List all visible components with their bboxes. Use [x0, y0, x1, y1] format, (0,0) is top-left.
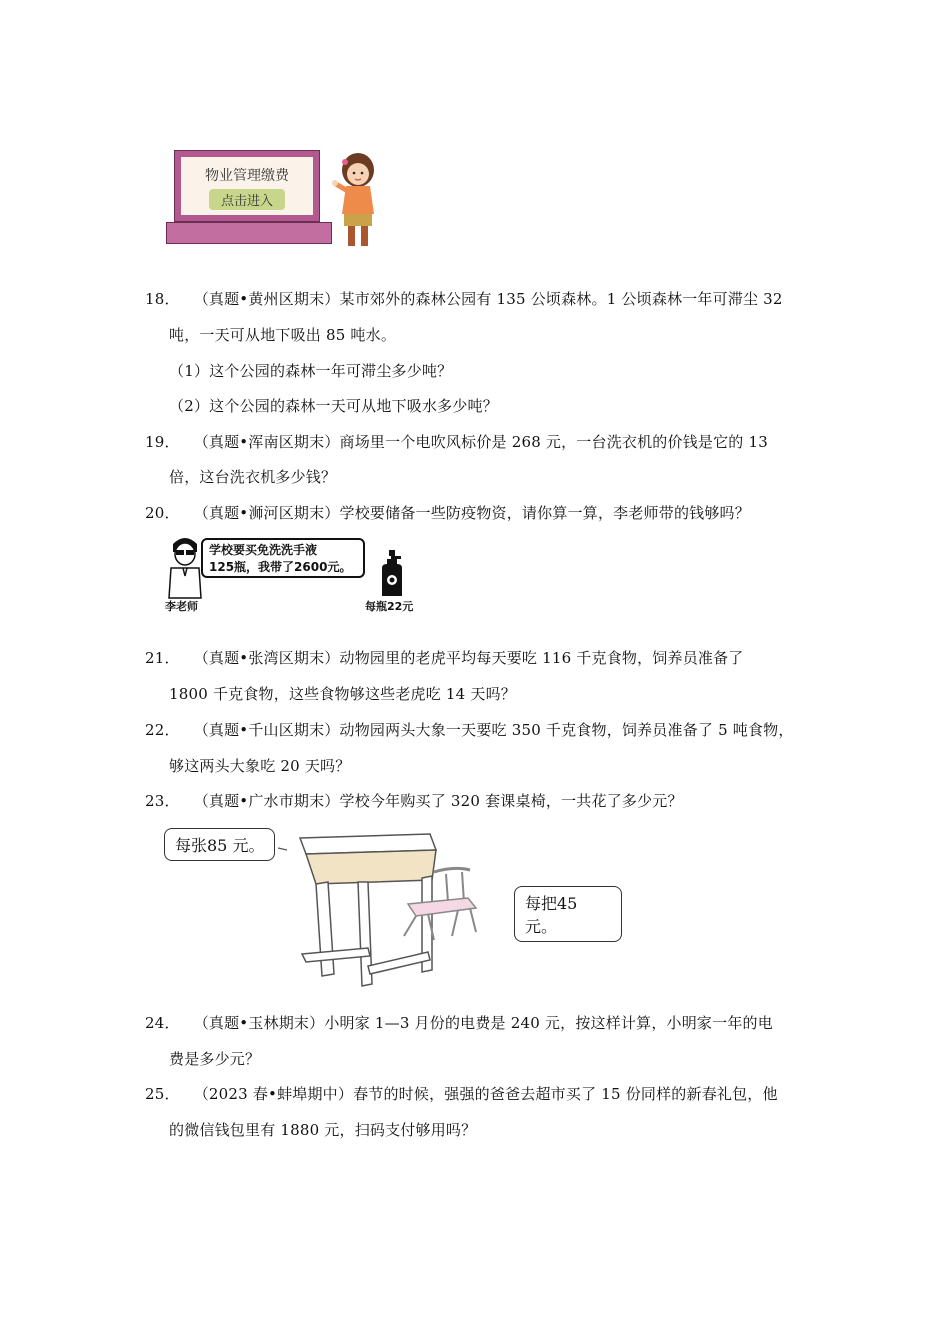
girl-illustration	[332, 150, 388, 250]
screen-frame	[174, 150, 320, 222]
question-23-line1	[145, 790, 683, 812]
question-18-line1	[145, 288, 783, 310]
chair-illustration	[398, 864, 488, 944]
question-number: 19．	[145, 433, 180, 451]
question-number: 20．	[145, 504, 180, 522]
question-text: （2023 春•蚌埠期中）春节的时候，强强的爸爸去超市买了 15 份同样的新春礼包，他	[193, 1085, 778, 1103]
question-18-sub2: （2）这个公园的森林一天可从地下吸水多少吨？	[169, 397, 498, 415]
question-24-line1	[145, 1012, 773, 1034]
screen-display	[181, 157, 313, 215]
question-text: （真题•张湾区期末）动物园里的老虎平均每天要吃 116 千克食物，饲养员准备了	[193, 649, 744, 667]
screen-base	[166, 222, 332, 244]
desk-chair-figure	[162, 824, 622, 988]
question-21-line1	[145, 647, 744, 669]
hand-sanitizer-bottle-icon	[379, 550, 405, 598]
question-18-sub1: （1）这个公园的森林一年可滞尘多少吨？	[169, 362, 453, 380]
question-text: （真题•浑南区期末）商场里一个电吹风标价是 268 元，一台洗衣机的价钱是它的 13	[193, 433, 768, 451]
question-text: （真题•黄州区期末）某市郊外的森林公园有 135 公顷森林。1 公顷森林一年可滞尘 32	[193, 290, 783, 308]
question-18-line2: 吨，一天可从地下吸出 85 吨水。	[169, 326, 397, 344]
question-number: 23．	[145, 792, 180, 810]
bottle-price-label: 每瓶22元	[365, 600, 414, 613]
question-text: （真题•玉林期末）小明家 1—3 月份的电费是 240 元，按这样计算，小明家一年的电	[193, 1014, 773, 1032]
question-text: （真题•千山区期末）动物园两头大象一天要吃 350 千克食物，饲养员准备了 5 吨食物，	[193, 721, 794, 739]
question-21-line2: 1800 千克食物，这些食物够这些老虎吃 14 天吗？	[169, 685, 516, 703]
question-22-line1	[145, 719, 794, 741]
question-number: 21．	[145, 649, 180, 667]
question-number: 22．	[145, 721, 180, 739]
desk-price-bubble: 每张85 元。	[164, 828, 275, 861]
question-text: （真题•浉河区期末）学校要储备一些防疫物资，请你算一算，李老师带的钱够吗？	[193, 504, 750, 522]
speech-line-2: 125瓶，我带了2600元。	[209, 560, 352, 574]
question-number: 24．	[145, 1014, 180, 1032]
screen-title: 物业管理缴费	[205, 168, 289, 184]
question-19-line1	[145, 431, 768, 453]
question-25-line2: 的微信钱包里有 1880 元，扫码支付够用吗？	[169, 1121, 477, 1139]
teacher-label: 李老师	[165, 600, 198, 613]
teacher-figure	[165, 532, 425, 614]
question-22-line2: 够这两头大象吃 20 天吗？	[169, 757, 351, 775]
question-25-line1	[145, 1083, 778, 1105]
teacher-speech-bubble	[201, 538, 365, 578]
question-19-line2: 倍，这台洗衣机多少钱？	[169, 468, 337, 486]
question-20-line1	[145, 502, 750, 524]
question-24-line2: 费是多少元？	[169, 1050, 261, 1068]
teacher-illustration	[165, 534, 205, 600]
screen-enter-button: 点击进入	[209, 189, 285, 210]
question-number: 25．	[145, 1085, 180, 1103]
chair-price-bubble: 每把45 元。	[514, 886, 622, 942]
question-number: 18．	[145, 290, 180, 308]
property-screen-figure	[166, 150, 388, 246]
question-text: （真题•广水市期末）学校今年购买了 320 套课桌椅，一共花了多少元？	[193, 792, 683, 810]
speech-line-1: 学校要买免洗洗手液	[209, 543, 318, 557]
